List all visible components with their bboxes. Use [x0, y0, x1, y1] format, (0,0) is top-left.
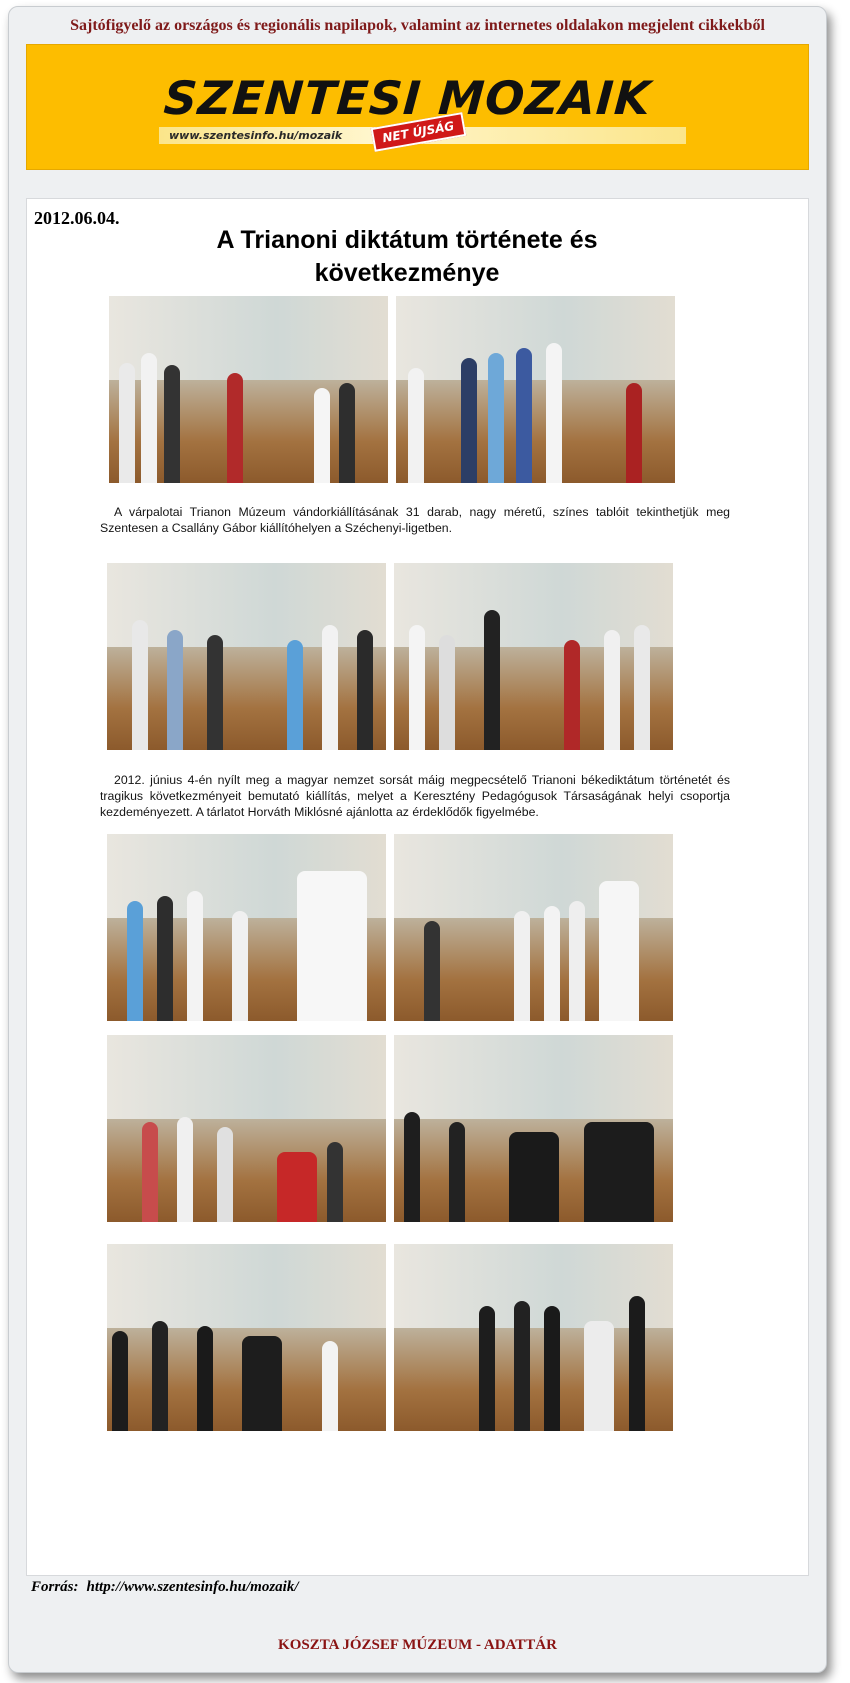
exhibition-photo	[107, 834, 386, 1021]
museum-footer: KOSZTA JÓZSEF MÚZEUM - ADATTÁR	[278, 1637, 557, 1653]
exhibition-photo	[107, 563, 386, 750]
exhibition-photo	[396, 296, 675, 483]
net-ujsag-badge: NET ÚJSÁG	[371, 112, 466, 152]
exhibition-photo	[109, 296, 388, 483]
article-panel	[26, 198, 809, 1576]
press-monitor-note: Sajtófigyelő az országos és regionális napilapok, valamint az internetes oldalakon megjelent cikkekből	[70, 17, 765, 34]
page-frame	[8, 6, 827, 1673]
article-date: 2012.06.04.	[34, 208, 120, 228]
exhibition-photo	[107, 1244, 386, 1431]
exhibition-photo	[394, 1244, 673, 1431]
source-line	[31, 1579, 299, 1596]
newspaper-banner	[26, 44, 809, 170]
article-paragraph-2: 2012. június 4-én nyílt meg a magyar nemzet sorsát máig megpecsételő Trianoni békediktátum történetét és tragikus következményeit bemutató kiállítás, melyet a Keresztény Pedagógusok Társaságának helyi csoportja kezdeményezett. A tárlatot Horváth Miklósné ajánlotta az érdeklődők figyelmébe.	[100, 773, 730, 819]
source-label: Forrás:	[31, 1579, 79, 1595]
source-url-link[interactable]: http://www.szentesinfo.hu/mozaik/	[86, 1579, 299, 1595]
brand-logo-text: SZENTESI MOZAIK	[162, 71, 653, 125]
exhibition-photo	[107, 1035, 386, 1222]
article-title: A Trianoni diktátum története és következménye	[216, 226, 598, 287]
brand-url: www.szentesinfo.hu/mozaik	[169, 129, 343, 142]
exhibition-photo	[394, 563, 673, 750]
article-paragraph-1: A várpalotai Trianon Múzeum vándorkiállításának 31 darab, nagy méretű, színes tablóit tekinthetjük meg Szentesen a Csallány Gábor kiállítóhelyen a Széchenyi-ligetben.	[100, 505, 730, 535]
exhibition-photo	[394, 1035, 673, 1222]
exhibition-photo	[394, 834, 673, 1021]
